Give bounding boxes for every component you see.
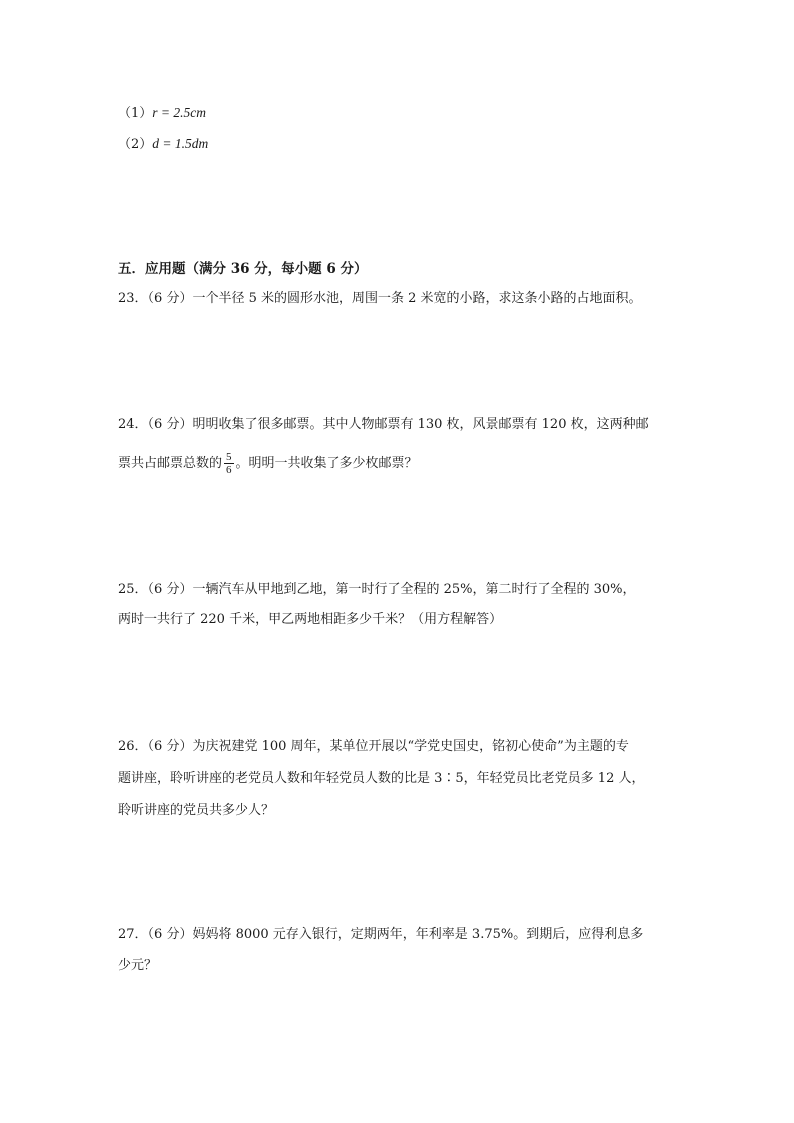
question-24-text-before-fraction: 票共占邮票总数的 — [118, 456, 223, 471]
question-26-line-3: 聆听讲座的党员共多少人？ — [118, 803, 275, 818]
question-24-line-1: 24．（6 分）明明收集了很多邮票。其中人物邮票有 130 枚，风景邮票有 120 枚，这两种邮 — [118, 417, 649, 432]
question-27-line-1: 27．（6 分）妈妈将 8000 元存入银行，定期两年，年利率是 3.75%。到期后，应得利息多 — [118, 927, 644, 942]
question-24-line-2 — [118, 451, 418, 476]
question-23: 23．（6 分）一个半径 5 米的圆形水池，周围一条 2 米宽的小路，求这条小路的占地面积。 — [118, 291, 642, 306]
fraction-five-sixths — [224, 451, 234, 476]
fraction-denominator: 6 — [226, 464, 232, 476]
sub-item-1 — [118, 104, 206, 123]
question-25-line-2: 两时一共行了 220 千米，甲乙两地相距多少千米？（用方程解答） — [118, 612, 503, 627]
sub-item-2-label: （2） — [118, 137, 153, 152]
sub-item-2 — [118, 135, 208, 154]
radius-expression: r = 2.5cm — [152, 105, 207, 120]
section-heading: 五．应用题（满分 36 分，每小题 6 分） — [118, 261, 368, 277]
question-24-text-after-fraction: 。明明一共收集了多少枚邮票？ — [235, 456, 418, 471]
fraction-numerator: 5 — [226, 451, 232, 463]
diameter-expression: d = 1.5dm — [152, 136, 209, 151]
question-25-line-1: 25．（6 分）一辆汽车从甲地到乙地，第一时行了全程的 25%，第二时行了全程的 30%， — [118, 582, 636, 597]
question-26-line-1: 26．（6 分）为庆祝建党 100 周年，某单位开展以“学党史国史，铭初心使命”为主题的专 — [118, 739, 629, 754]
sub-item-1-label: （1） — [118, 106, 153, 121]
question-27-line-2: 少元？ — [118, 958, 158, 973]
question-26-line-2: 题讲座，聆听讲座的老党员人数和年轻党员人数的比是 3∶5，年轻党员比老党员多 12 人， — [118, 771, 645, 786]
